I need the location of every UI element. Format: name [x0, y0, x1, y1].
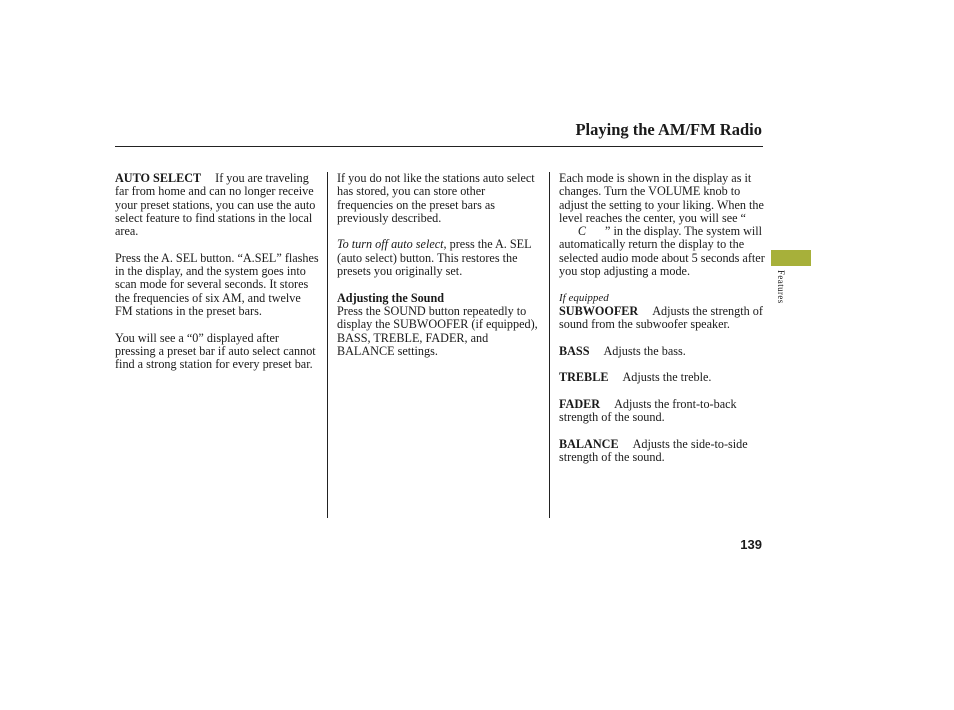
section-tab-marker	[771, 250, 811, 266]
mode-display-text-b: ” in the display. The system will automatically return the display to the selected audio mode about 5 seconds after you stop adjusting a mode.	[559, 224, 765, 279]
sound-button-paragraph: Press the SOUND button repeatedly to display the SUBWOOFER (if equipped), BASS, TREBLE, FADER, and BALANCE settings.	[337, 303, 538, 358]
sound-setting-description: Adjusts the strength of sound from the subwoofer speaker.	[559, 303, 763, 332]
auto-select-text: If you are traveling far from home and can no longer receive your preset stations, you can use the auto select feature to find stations in the local area.	[115, 171, 316, 239]
column-2	[337, 172, 541, 371]
sound-setting-term: TREBLE	[559, 370, 609, 385]
sound-settings-list	[559, 305, 765, 465]
sound-setting-description: Adjusts the side-to-side strength of the sound.	[559, 436, 748, 465]
page-number: 139	[740, 537, 762, 552]
column-divider-1	[327, 172, 328, 518]
center-indicator-glyph: C	[577, 224, 587, 239]
sound-setting-term: SUBWOOFER	[559, 303, 639, 318]
sound-setting-term: BASS	[559, 343, 590, 358]
sound-setting-description: Adjusts the treble.	[622, 370, 712, 385]
sound-setting-item	[559, 345, 765, 358]
auto-select-paragraph	[115, 172, 321, 238]
column-divider-2	[549, 172, 550, 518]
turn-off-lead: To turn off auto select,	[337, 237, 447, 252]
turn-off-paragraph	[337, 238, 541, 278]
sound-setting-description: Adjusts the bass.	[603, 343, 686, 358]
section-tab-label: Features	[776, 270, 786, 304]
column-3	[559, 172, 765, 478]
press-asel-paragraph: Press the A. SEL button. “A.SEL” flashes in the display, and the system goes into scan mode for several seconds. It stores the frequencies of six AM, and twelve FM stations in the preset bars.	[115, 250, 319, 318]
column-1	[115, 172, 321, 385]
sound-setting-item	[559, 438, 765, 465]
mode-display-text-a: Each mode is shown in the display as it changes. Turn the VOLUME knob to adjust the setting to your liking. When the level reaches the center, you will see “	[559, 171, 764, 225]
auto-select-term: AUTO SELECT	[115, 171, 202, 185]
sound-setting-item	[559, 398, 765, 425]
sound-setting-item	[559, 305, 765, 332]
sound-setting-item	[559, 371, 765, 384]
sound-setting-term: FADER	[559, 397, 601, 412]
adjusting-sound-heading: Adjusting the Sound	[337, 290, 445, 305]
mode-display-paragraph	[559, 172, 765, 278]
zero-displayed-paragraph: You will see a “0” displayed after pressing a preset bar if auto select cannot find a strong station for every preset bar.	[115, 330, 316, 372]
store-other-paragraph: If you do not like the stations auto select has stored, you can store other frequencies on the preset bars as previously described.	[337, 171, 535, 225]
turn-off-text: press the A. SEL (auto select) button. This restores the presets you originally set.	[337, 237, 532, 279]
sound-setting-term: BALANCE	[559, 436, 619, 451]
page-title: Playing the AM/FM Radio	[575, 120, 762, 139]
sound-setting-description: Adjusts the front-to-back strength of the sound.	[559, 397, 737, 425]
header-rule	[115, 146, 763, 147]
if-equipped-note: If equipped	[559, 291, 609, 304]
